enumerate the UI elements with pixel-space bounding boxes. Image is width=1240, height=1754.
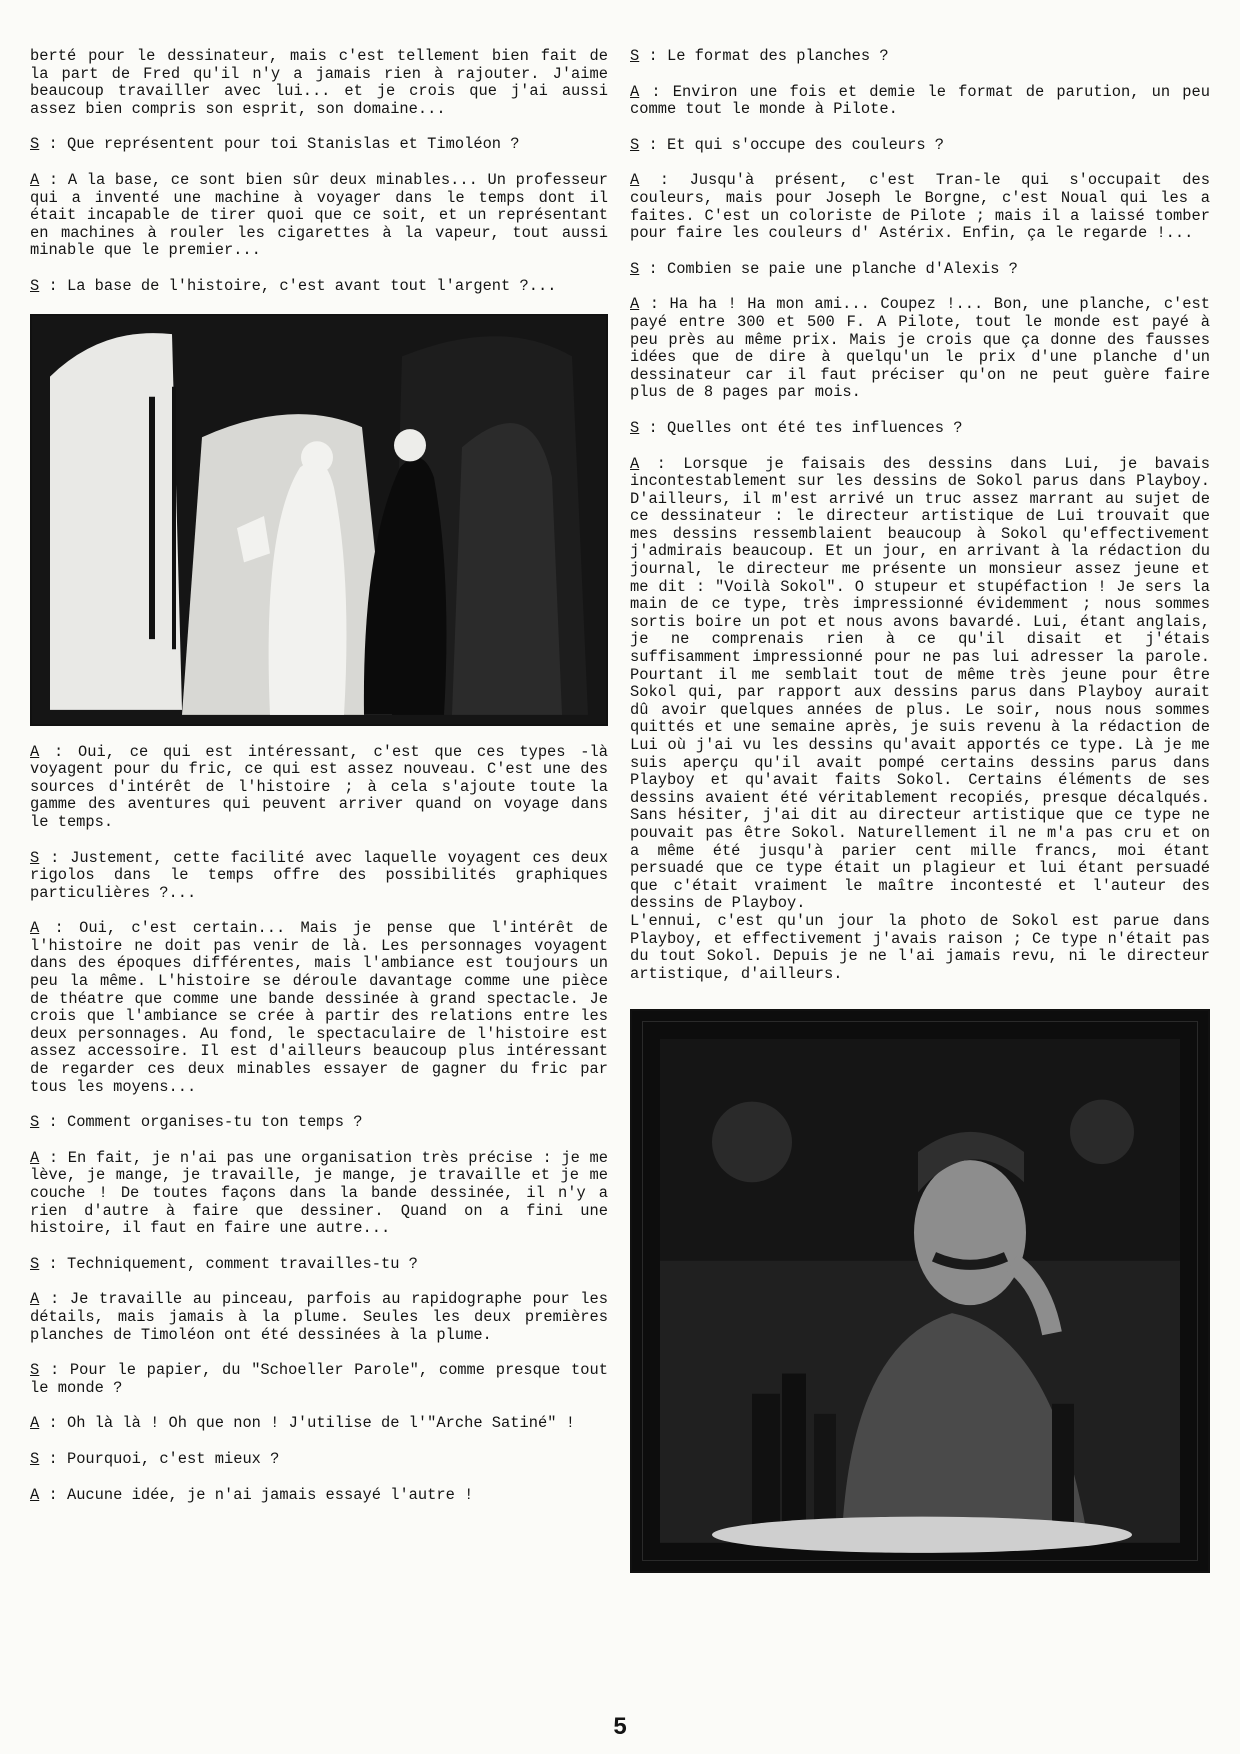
speaker-12: A (30, 1414, 40, 1433)
text-20: : Ha ha ! Ha mon ami... Coupez !... Bon, une planche, c'est payé entre 300 et 500 F. A Pilote, tout le monde est payé à peu près au même prix. Mais je crois que ça donne des fausses idées que de dire à quelqu'un le prix d'une planche d'un dessinateur car il faut préciser qu'on ne peut guère faire plus de 8 pages par mois. (630, 295, 1210, 402)
paragraph-18 (630, 172, 1210, 242)
text-16: : Environ une fois et demie le format de parution, un peu comme tout le monde à Pilote. (630, 82, 1210, 119)
speaker-14: A (30, 1485, 40, 1504)
paragraph-21 (630, 420, 1210, 438)
speaker-18: A (630, 171, 640, 190)
speaker-6: A (30, 919, 40, 938)
speaker-3: S (30, 276, 40, 295)
speaker-22: A (630, 454, 640, 473)
paragraph-20 (630, 296, 1210, 402)
paragraph-1 (30, 136, 608, 154)
portrait-photo (630, 1009, 1210, 1573)
page-number: 5 (613, 1713, 627, 1740)
paragraph-22 (630, 456, 1210, 913)
text-3: : La base de l'histoire, c'est avant tout l'argent ?... (39, 276, 557, 295)
speaker-8: A (30, 1148, 40, 1167)
text-14: : Aucune idée, je n'ai jamais essayé l'autre ! (39, 1485, 474, 1504)
text-12: : Oh là là ! Oh que non ! J'utilise de l'"Arche Satiné" ! (39, 1414, 575, 1433)
speaker-17: S (630, 135, 640, 154)
speaker-4: A (30, 742, 40, 761)
paragraph-7 (30, 1114, 608, 1132)
text-7: : Comment organises-tu ton temps ? (39, 1113, 363, 1132)
speaker-1: S (30, 135, 40, 154)
paragraph-12 (30, 1415, 608, 1433)
text-5: : Justement, cette facilité avec laquelle voyagent ces deux rigolos dans le temps offre des possibilités graphiques particulières ?... (30, 848, 608, 902)
comic-illustration (30, 314, 608, 726)
left-column (30, 48, 608, 1522)
text-8: : En fait, je n'ai pas une organisation très précise : je me lève, je mange, je travaille, je mange, je travaille et je me couche ! De toutes façons dans la bande dessinée, il n'y a rien d'autre à faire que dessiner. Quand on a fini une histoire, il faut en faire une autre... (30, 1148, 608, 1238)
paragraph-15 (630, 48, 1210, 66)
text-19: : Combien se paie une planche d'Alexis ? (639, 259, 1018, 278)
speaker-20: A (630, 295, 640, 314)
speaker-13: S (30, 1449, 40, 1468)
speaker-2: A (30, 170, 40, 189)
paragraph-10 (30, 1291, 608, 1344)
paragraph-8 (30, 1150, 608, 1238)
text-2: : A la base, ce sont bien sûr deux minables... Un professeur qui a inventé une machine à voyager dans le temps dont il était incapable de tirer quoi que ce soit, et un représentant en machines à rouler les cigarettes à la vapeur, tout aussi minable que le premier... (30, 170, 608, 260)
speaker-16: A (630, 82, 640, 101)
text-1: : Que représentent pour toi Stanislas et Timoléon ? (39, 135, 520, 154)
speaker-19: S (630, 259, 640, 278)
text-18: : Jusqu'à présent, c'est Tran-le qui s'occupait des couleurs, mais pour Joseph le Borgne, c'est Noual qui les a faites. C'est un coloriste de Pilote ; mais il a laissé tomber pour faire les couleurs d' Astérix. Enfin, ça le regarde !... (630, 171, 1210, 243)
text-9: : Techniquement, comment travailles-tu ? (39, 1254, 418, 1273)
text-22: : Lorsque je faisais des dessins dans Lui, je bavais incontestablement sur les dessins de Sokol parus dans Playboy. D'ailleurs, il m'est arrivé un truc assez marrant au sujet de ce dessinateur : le directeur artistique de Lui trouvait que mes dessins ressemblaient beaucoup à Sokol qu'effectivement j'admirais beaucoup. Et un jour, en arrivant à la rédaction du journal, le directeur me présente un monsieur assez jeune et me dit : "Voilà Sokol". O stupeur et stupéfaction ! Je sers la main de ce type, très impressionné évidemment ; nous sommes sortis boire un pot et nous avons bavardé. Lui, étant anglais, je ne comprenais rien à ce qu'il disait et j'étais suffisamment impressionné pour ne pas lui adresser la parole. Pourtant il me semblait tout de même très jeune pour être Sokol qui, par rapport aux dessins parus dans Playboy aurait dû avoir quelques années de plus. Le soir, nous nous sommes quittés et une semaine après, je suis revenu à la rédaction de Lui où j'ai vu les dessins qu'avait apportés ce type. Là je me suis aperçu qu'il avait pompé certains dessins parus dans Playboy et qu'avait faits Sokol. Certains éléments de ses dessins avaient été véritablement recopiés, presque décalqués. Sans hésiter, j'ai dit au directeur artistique que ce type ne pouvait pas être Sokol. Naturellement il ne m'a pas cru et on a même été jusqu'à parier cent mille francs, moi étant persuadé que ce type était un plagieur et lui étant persuadé que c'était vraiment le maître incontesté et l'auteur des dessins de Playboy. (630, 454, 1210, 913)
text-10: : Je travaille au pinceau, parfois au rapidographe pour les détails, mais jamais à la plume. Seules les deux premières planches de Timoléon ont été dessinées à la plume. (30, 1290, 608, 1344)
paragraph-13 (30, 1451, 608, 1469)
text-13: : Pourquoi, c'est mieux ? (39, 1449, 280, 1468)
text-4: : Oui, ce qui est intéressant, c'est que ces types -là voyagent pour du fric, ce qui est assez nouveau. C'est une des sources d'intérêt de l'histoire ; à cela s'ajoute toute la gamme des aventures qui peuvent arriver quand on voyage dans le temps. (30, 742, 608, 831)
text-17: : Et qui s'occupe des couleurs ? (639, 135, 945, 154)
photo-frame (642, 1021, 1198, 1561)
speaker-5: S (30, 848, 40, 867)
speaker-9: S (30, 1254, 40, 1273)
paragraph-23 (630, 913, 1210, 983)
paragraph-9 (30, 1256, 608, 1274)
right-column (630, 48, 1210, 1573)
paragraph-2 (30, 172, 608, 260)
text-0: berté pour le dessinateur, mais c'est tellement bien fait de la part de Fred qu'il n'y a jamais rien à rajouter. J'aime beaucoup travailler avec lui... et je crois que j'ai aussi assez bien compris son esprit, son domaine... (30, 47, 608, 118)
paragraph-4 (30, 744, 608, 832)
paragraph-19 (630, 261, 1210, 279)
paragraph-17 (630, 137, 1210, 155)
paragraph-14 (30, 1487, 608, 1505)
speaker-7: S (30, 1113, 40, 1132)
speaker-21: S (630, 418, 640, 437)
speaker-10: A (30, 1290, 40, 1309)
paragraph-11 (30, 1362, 608, 1397)
comic-illustration-drawing (32, 316, 606, 724)
text-23: L'ennui, c'est qu'un jour la photo de Sokol est parue dans Playboy, et effectivement j'avais raison ; Ce type n'était pas du tout Sokol. Depuis je ne l'ai jamais revu, ni le directeur artistique, d'ailleurs. (630, 911, 1210, 983)
paragraph-6 (30, 920, 608, 1096)
text-11: : Pour le papier, du "Schoeller Parole", comme presque tout le monde ? (30, 1361, 608, 1397)
text-15: : Le format des planches ? (639, 47, 889, 65)
paragraph-3 (30, 278, 608, 296)
speaker-15: S (630, 47, 640, 65)
speaker-11: S (30, 1361, 40, 1380)
paragraph-0 (30, 48, 608, 118)
paragraph-5 (30, 850, 608, 903)
text-6: : Oui, c'est certain... Mais je pense que l'intérêt de l'histoire ne doit pas venir de là. Les personnages voyagent dans des époques différentes, mais l'ambiance est toujours un peu la même. L'histoire se déroule davantage comme une pièce de théatre que comme une bande dessinée à grand spectacle. Je crois que l'ambiance se crée à partir des relations entre les deux personnages. Au fond, le spectaculaire de l'histoire est assez accessoire. Il est d'ailleurs beaucoup plus intéressant de regarder ces deux minables essayer de gagner du fric par tous les moyens... (30, 919, 608, 1096)
paragraph-16 (630, 84, 1210, 119)
text-21: : Quelles ont été tes influences ? (639, 418, 963, 437)
